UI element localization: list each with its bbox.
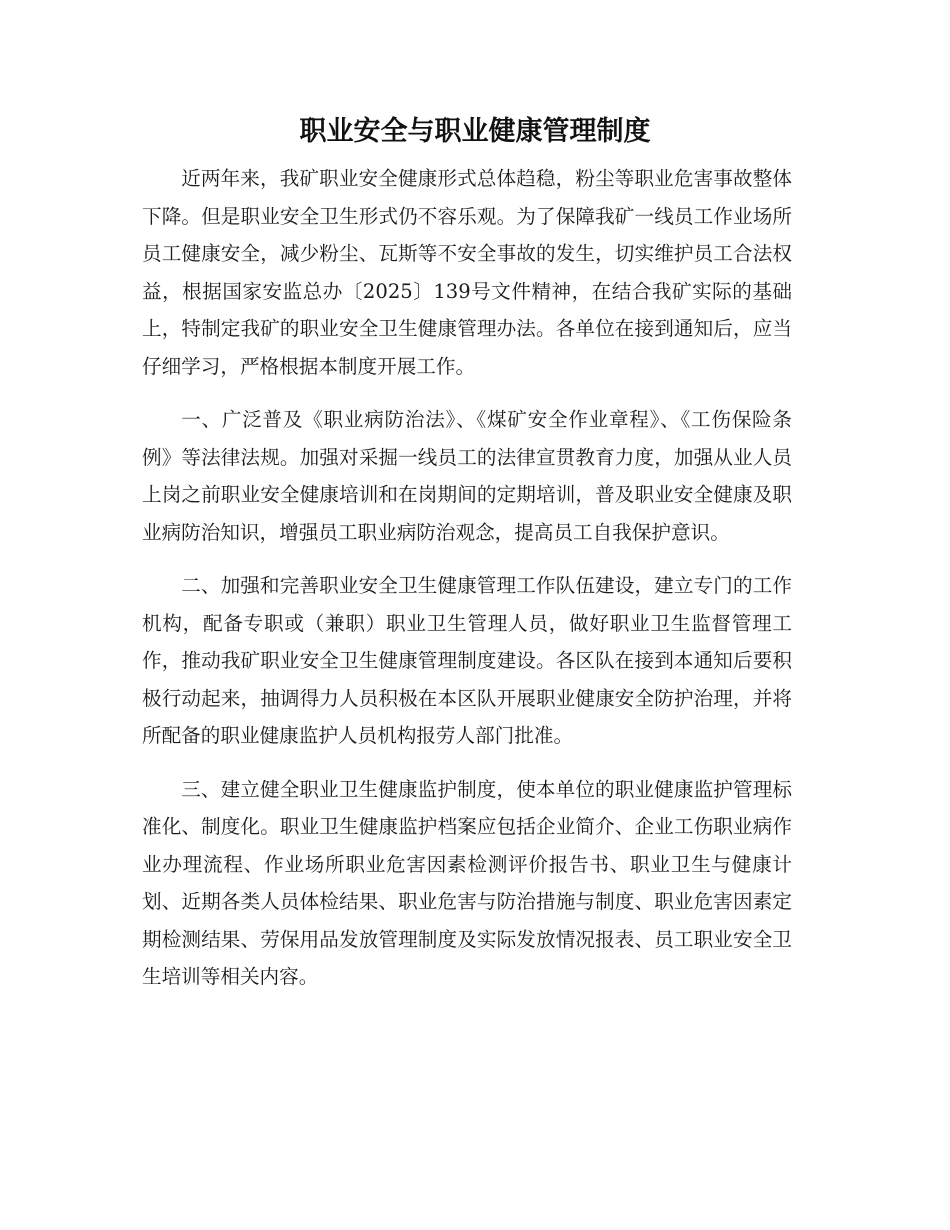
section-1-paragraph: 一、广泛普及《职业病防治法》、《煤矿安全作业章程》、《工伤保险条例》等法律法规。加强对采掘一线员工的法律宣贯教育力度，加强从业人员上岗之前职业安全健康培训和在岗期间的定期培训，普及职业安全健康及职业病防治知识，增强员工职业病防治观念，提高员工自我保护意识。 — [142, 408, 792, 544]
document-title: 职业安全与职业健康管理制度 — [299, 116, 651, 147]
section-3-paragraph: 三、建立健全职业卫生健康监护制度，使本单位的职业健康监护管理标准化、制度化。职业卫生健康监护档案应包括企业简介、企业工伤职业病作业办理流程、作业场所职业危害因素检测评价报告书、职业卫生与健康计划、近期各类人员体检结果、职业危害与防治措施与制度、职业危害因素定期检测结果、劳保用品发放管理制度及实际发放情况报表、员工职业安全卫生培训等相关内容。 — [142, 777, 792, 988]
document-body — [142, 160, 792, 1012]
intro-paragraph: 近两年来，我矿职业安全健康形式总体趋稳，粉尘等职业危害事故整体下降。但是职业安全卫生形式仍不容乐观。为了保障我矿一线员工作业场所员工健康安全，减少粉尘、瓦斯等不安全事故的发生，切实维护员工合法权益，根据国家安监总办〔2025〕139号文件精神，在结合我矿实际的基础上，特制定我矿的职业安全卫生健康管理办法。各单位在接到通知后，应当仔细学习，严格根据本制度开展工作。 — [142, 167, 792, 378]
section-2-paragraph: 二、加强和完善职业安全卫生健康管理工作队伍建设，建立专门的工作机构，配备专职或（兼职）职业卫生管理人员，做好职业卫生监督管理工作，推动我矿职业安全卫生健康管理制度建设。各区队在接到本通知后要积极行动起来，抽调得力人员积极在本区队开展职业健康安全防护治理，并将所配备的职业健康监护人员机构报劳人部门批准。 — [142, 574, 792, 747]
